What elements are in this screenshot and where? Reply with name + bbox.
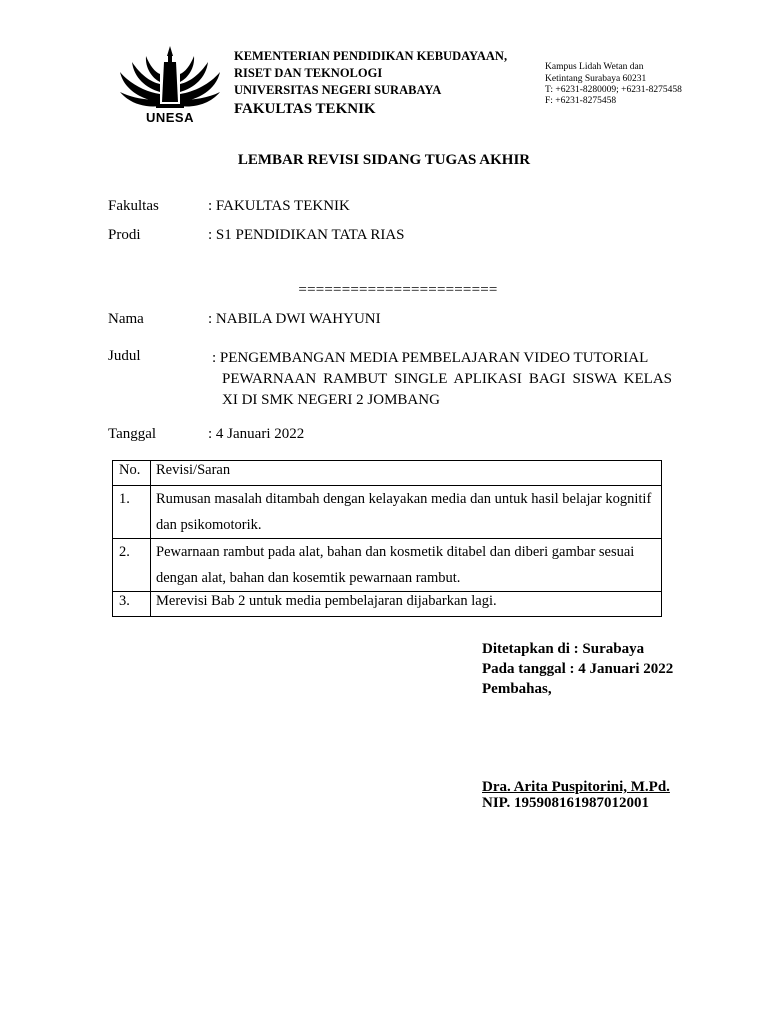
ministry-line1: KEMENTERIAN PENDIDIKAN KEBUDAYAAN, bbox=[234, 49, 508, 63]
signer-name: Dra. Arita Puspitorini, M.Pd. bbox=[482, 779, 670, 795]
sign-date: Pada tanggal : 4 Januari 2022 bbox=[482, 661, 674, 677]
fax-number: F: +6231-8275458 bbox=[545, 96, 617, 106]
judul-value-rest: PEWARNAAN RAMBUT SINGLE APLIKASI BAGI SISWA KELAS XI DI SMK NEGERI 2 JOMBANG bbox=[222, 371, 672, 408]
revision-table bbox=[112, 460, 662, 617]
faculty-name: FAKULTAS TEKNIK bbox=[234, 101, 376, 117]
tanggal-label: Tanggal bbox=[108, 426, 157, 442]
header-no: No. bbox=[113, 461, 151, 486]
sign-place: Ditetapkan di : Surabaya bbox=[482, 641, 645, 657]
prodi-label: Prodi bbox=[108, 227, 141, 243]
separator-line: ======================= bbox=[298, 282, 498, 298]
document-title: LEMBAR REVISI SIDANG TUGAS AKHIR bbox=[237, 152, 531, 168]
table-row bbox=[113, 486, 662, 539]
table-row bbox=[113, 539, 662, 592]
table-header-row bbox=[113, 461, 662, 486]
table-row bbox=[113, 592, 662, 617]
nama-value: : NABILA DWI WAHYUNI bbox=[208, 311, 381, 327]
phone-number: T: +6231-8280009; +6231-8275458 bbox=[545, 85, 682, 95]
unesa-logo bbox=[112, 44, 228, 126]
sign-role: Pembahas, bbox=[482, 681, 552, 697]
logo-text: UNESA bbox=[145, 110, 194, 125]
header-revisi: Revisi/Saran bbox=[151, 461, 662, 486]
university-name: UNIVERSITAS NEGERI SURABAYA bbox=[234, 83, 442, 97]
row-number: 2. bbox=[113, 539, 151, 592]
judul-value bbox=[212, 348, 672, 411]
judul-value-line1: : PENGEMBANGAN MEDIA PEMBELAJARAN VIDEO TUTORIAL bbox=[212, 350, 649, 366]
fakultas-label: Fakultas bbox=[108, 198, 159, 214]
address-line1: Kampus Lidah Wetan dan bbox=[545, 62, 644, 72]
judul-label: Judul bbox=[108, 348, 141, 364]
ministry-line2: RISET DAN TEKNOLOGI bbox=[234, 66, 383, 80]
signer-nip: NIP. 195908161987012001 bbox=[482, 795, 649, 811]
row-text: Rumusan masalah ditambah dengan kelayakan media dan untuk hasil belajar kognitif dan psikomotorik. bbox=[151, 486, 662, 539]
prodi-value: : S1 PENDIDIKAN TATA RIAS bbox=[208, 227, 405, 243]
nama-label: Nama bbox=[108, 311, 144, 327]
fakultas-value: : FAKULTAS TEKNIK bbox=[208, 198, 350, 214]
address-line2: Ketintang Surabaya 60231 bbox=[545, 74, 647, 84]
row-text: Pewarnaan rambut pada alat, bahan dan kosmetik ditabel dan diberi gambar sesuai dengan alat, bahan dan kosemtik pewarnaan rambut. bbox=[151, 539, 662, 592]
row-number: 1. bbox=[113, 486, 151, 539]
row-number: 3. bbox=[113, 592, 151, 617]
tanggal-value: : 4 Januari 2022 bbox=[208, 426, 305, 442]
row-text: Merevisi Bab 2 untuk media pembelajaran dijabarkan lagi. bbox=[151, 592, 662, 617]
